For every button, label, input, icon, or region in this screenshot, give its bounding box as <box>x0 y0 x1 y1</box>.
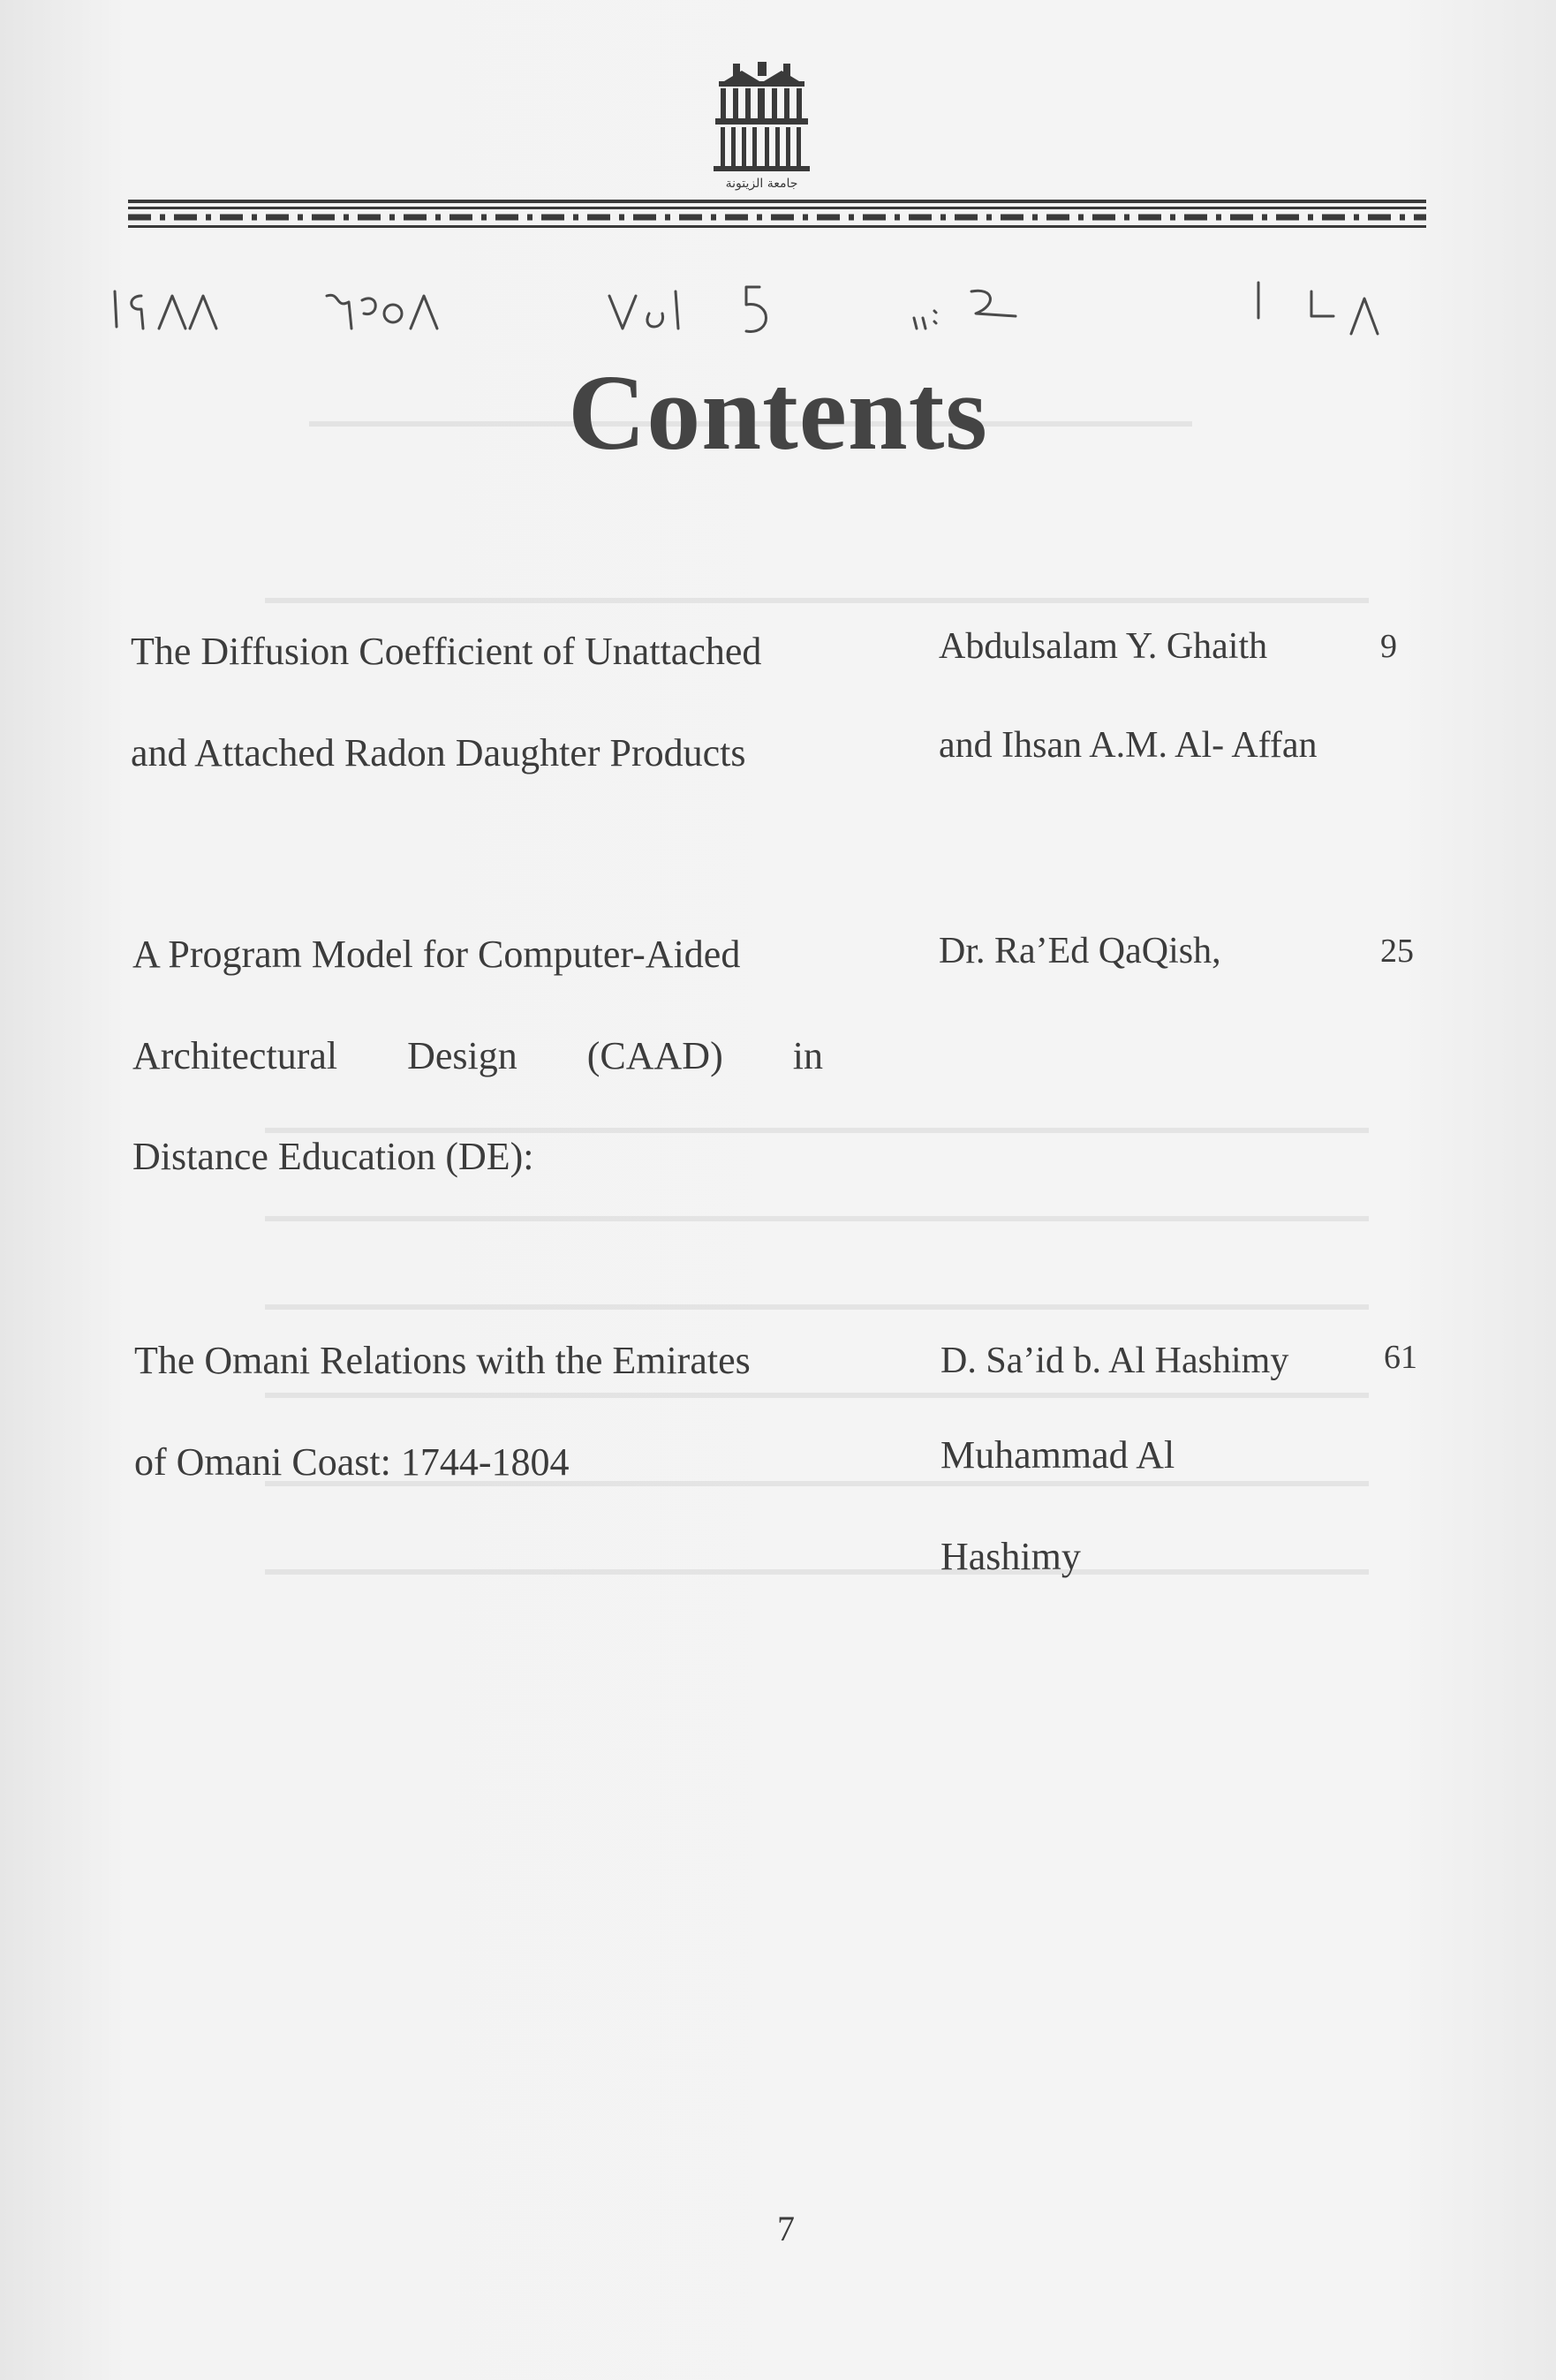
entry-2-author-line-1: Dr. Ra’Ed QaQish, <box>939 931 1221 971</box>
entry-2-page-number: 25 <box>1380 933 1414 970</box>
handwritten-annotation <box>88 265 1466 353</box>
entry-1-title-line-1: The Diffusion Coefficient of Unattached <box>131 630 762 673</box>
header-rule <box>128 200 1426 230</box>
entry-2-title-line-2-text: Architectural Design (CAAD) in <box>132 1034 823 1077</box>
entry-1-title-line-2: and Attached Radon Daughter Products <box>131 731 746 774</box>
entry-3-title-line-2: of Omani Coast: 1744-1804 <box>134 1440 570 1484</box>
entry-2-title-line-3: Distance Education (DE): <box>132 1135 534 1178</box>
page-title: Contents <box>568 353 988 472</box>
entry-2-title-line-1: A Program Model for Computer-Aided <box>132 933 741 976</box>
entry-3-author-line-2: Muhammad Al <box>940 1433 1175 1477</box>
entry-1-page-number: 9 <box>1380 628 1397 665</box>
entry-1-author-line-1: Abdulsalam Y. Ghaith <box>939 626 1268 667</box>
university-logo-icon <box>706 62 817 194</box>
page-number: 7 <box>777 2209 795 2248</box>
entry-3-author-line-1: D. Sa’id b. Al Hashimy <box>940 1341 1289 1381</box>
entry-1-author-line-2: and Ihsan A.M. Al- Affan <box>939 725 1318 766</box>
logo-caption: جامعة الزيتونة <box>725 177 798 191</box>
entry-2-title-line-2 <box>132 1033 858 1078</box>
entry-3-title-line-1: The Omani Relations with the Emirates <box>134 1339 751 1382</box>
entry-3-page-number: 61 <box>1384 1339 1417 1376</box>
entry-3-author-line-3: Hashimy <box>940 1535 1081 1578</box>
